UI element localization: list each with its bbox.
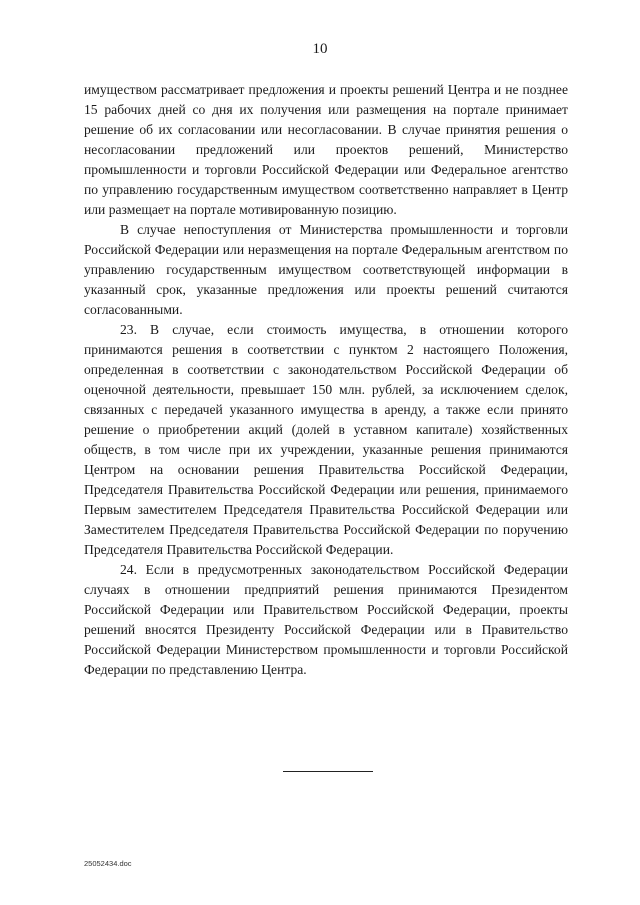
document-body xyxy=(84,80,568,680)
footer-filename: 25052434.doc xyxy=(84,859,132,868)
paragraph-clause-23: 23. В случае, если стоимость имущества, в отношении которого принимаются решения в соответствии с пунктом 2 настоящего Положения, определенная в соответствии с законодательством Российской Федерации об оценочной деятельности, превышает 150 млн. рублей, за исключением сделок, связанных с передачей указанного имущества в аренду, а также если принято решение о приобретении акций (долей в уставном капитале) хозяйственных обществ, в том числе при их учреждении, указанные решения принимаются Центром на основании решения Правительства Российской Федерации, Председателя Правительства Российской Федерации или решения, принимаемого Первым заместителем Председателя Правительства Российской Федерации или Заместителем Председателя Правительства Российской Федерации по поручению Председателя Правительства Российской Федерации. xyxy=(84,322,568,557)
paragraph-non-receipt: В случае непоступления от Министерства промышленности и торговли Российской Федерации или неразмещения на портале Федеральным агентством по управлению государственным имуществом соответствующей информации в указанный срок, указанные предложения или проекты решений считаются согласованными. xyxy=(84,222,568,317)
end-separator-line xyxy=(283,771,373,772)
paragraph-clause-24: 24. Если в предусмотренных законодательством Российской Федерации случаях в отношении предприятий решения принимаются Президентом Российской Федерации или Правительством Российской Федерации, проекты решений вносятся Президенту Российской Федерации или в Правительство Российской Федерации Министерством промышленности и торговли Российской Федерации по представлению Центра. xyxy=(84,562,568,677)
page-number: 10 xyxy=(312,41,328,57)
paragraph-continuation: имуществом рассматривает предложения и проекты решений Центра и не позднее 15 рабочих дней со дня их получения или размещения на портале принимает решение об их согласовании или несогласовании. В случае принятия решения о несогласовании предложений или проектов решений, Министерство промышленности и торговли Российской Федерации или Федеральное агентство по управлению государственным имуществом соответственно направляет в Центр или размещает на портале мотивированную позицию. xyxy=(84,82,568,217)
